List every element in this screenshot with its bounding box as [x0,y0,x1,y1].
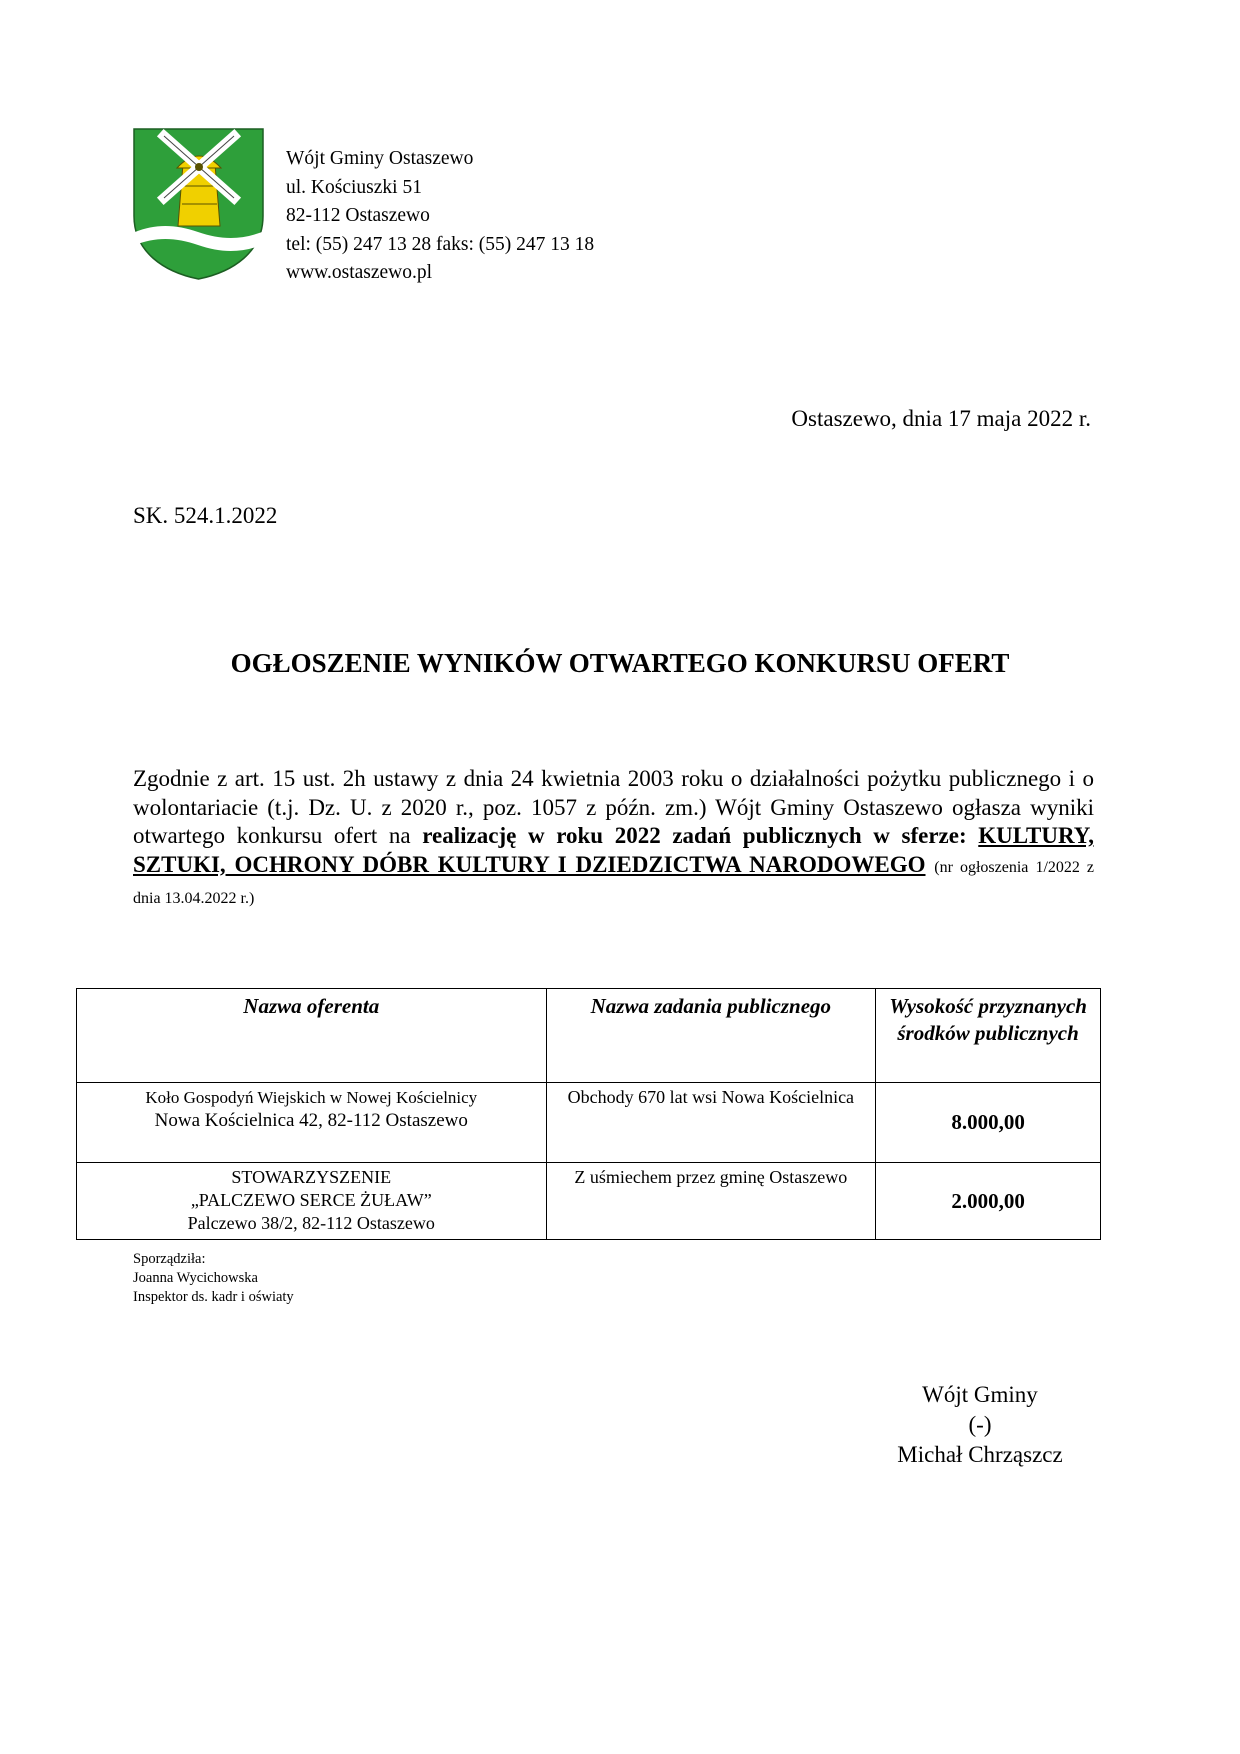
document-date: Ostaszewo, dnia 17 maja 2022 r. [791,406,1091,431]
announcement-text-bold: realizację w roku 2022 zadań publicznych w sferze: [422,823,979,848]
announcement-text-scope: KULTURY, SZTUKI, OCHRONY DÓBR KULTURY I DZIEDZICTWA NARODOWEGO [133,823,1094,877]
amount-cell: 2.000,00 [876,1163,1101,1240]
offeror-line: Palczewo 38/2, 82-112 Ostaszewo [187,1213,435,1233]
task-cell: Z uśmiechem przez gminę Ostaszewo [546,1163,876,1240]
amount-cell: 8.000,00 [876,1083,1101,1163]
table-header-row [77,989,1101,1083]
table-row [77,1083,1101,1163]
column-header-amount: Wysokość przyznanych środków publicznych [876,989,1101,1083]
offeror-line: STOWARZYSZENIE [231,1167,392,1187]
results-table [76,988,1101,1240]
signature-block [780,1380,1180,1470]
prepared-by-position: Inspektor ds. kadr i oświaty [133,1289,294,1305]
reference-number: SK. 524.1.2022 [133,503,278,528]
letterhead-line: tel: (55) 247 13 28 faks: (55) 247 13 18 [286,233,595,255]
signature-mark: (-) [968,1412,992,1437]
column-header-task: Nazwa zadania publicznego [546,989,876,1083]
column-header-offeror: Nazwa oferenta [77,989,547,1083]
signature-role: Wójt Gminy [922,1382,1038,1407]
letterhead-line: 82-112 Ostaszewo [286,205,430,226]
offeror-line: „PALCZEWO SERCE ŻUŁAW” [190,1190,432,1210]
announcement-text [133,765,1094,914]
offeror-line: Nowa Kościelnica 42, 82-112 Ostaszewo [154,1110,468,1131]
prepared-by-label: Sporządziła: [133,1251,206,1267]
table-row [77,1163,1101,1240]
task-cell: Obchody 670 lat wsi Nowa Kościelnica [546,1083,876,1163]
letterhead-line: www.ostaszewo.pl [286,262,433,283]
announcement-text-part: Zgodnie z art. 15 ust. 2h ustawy z dnia 24 kwietnia 2003 roku o działalności pożytku publicznego i o wolontariacie (t.j. Dz. U. z 2020 r., poz. 1057 z późn. zm.) Wójt Gminy Ostaszewo ogłasza wyniki otwartego konkursu ofert na [133,766,1094,848]
prepared-by [133,1250,294,1307]
offeror-line: Koło Gospodyń Wiejskich w Nowej Kościelnicy [145,1088,478,1107]
offeror-cell [77,1163,547,1240]
announcement-note: (nr ogłoszenia 1/2022 z dnia 13.04.2022 r.) [133,858,1095,907]
signature-name: Michał Chrząszcz [897,1442,1063,1467]
letterhead [286,145,594,288]
offeror-cell [77,1083,547,1163]
prepared-by-name: Joanna Wycichowska [133,1270,258,1286]
letterhead-line: Wójt Gminy Ostaszewo [286,148,474,169]
letterhead-line: ul. Kościuszki 51 [286,176,422,198]
page-title: OGŁOSZENIE WYNIKÓW OTWARTEGO KONKURSU OFERT [230,648,1010,678]
windmill-crest-icon [133,128,264,280]
